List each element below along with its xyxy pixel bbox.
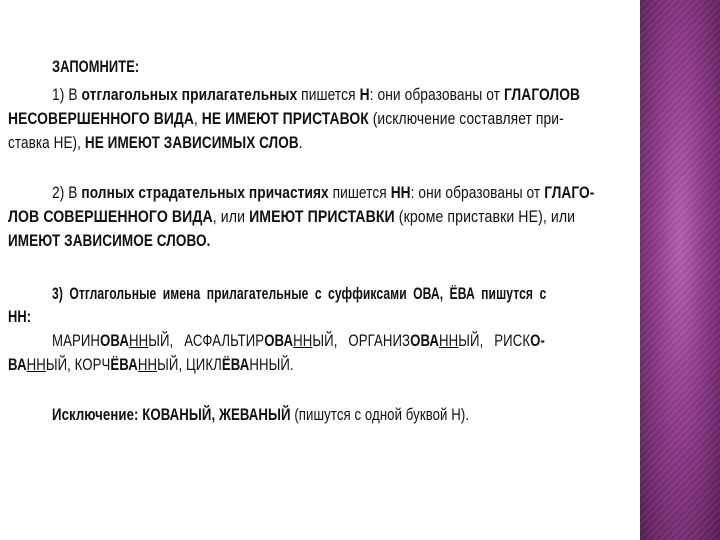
rule-1-line-3: ставка НЕ), НЕ ИМЕЮТ ЗАВИСИМЫХ СЛОВ. (8, 134, 303, 152)
decorative-side-panel (640, 0, 720, 540)
rule-3 (52, 283, 684, 305)
exception-label: Исключение: (52, 406, 143, 424)
exception-note: (пишутся с одной буквой Н). (290, 406, 470, 424)
rule-2-line-2: ЛОВ СОВЕРШЕННОГО ВИДА, или ИМЕЮТ ПРИСТАВКИ (кроме приставки НЕ), или (8, 208, 576, 226)
exception (52, 404, 684, 426)
rule-1-line-1: 1) В отглагольных прилагательных пишется Н: они образованы от ГЛАГОЛОВ (52, 86, 581, 104)
rule-3-line-2: НН: (8, 308, 32, 326)
rule-3-line-4: ВАННЫЙ, КОРЧЁВАННЫЙ, ЦИКЛЁВАННЫЙ. (8, 356, 294, 374)
rule-2-line-3: ИМЕЮТ ЗАВИСИМОЕ СЛОВО. (8, 232, 211, 250)
rule-3-line-3: МАРИНОВАННЫЙ, АСФАЛЬТИРОВАННЫЙ, ОРГАНИЗОВАННЫЙ, РИСКО- (52, 332, 545, 350)
rule-2-line-1: 2) В полных страдательных причастиях пишется НН: они образованы от ГЛАГО- (52, 184, 595, 202)
rule-2 (52, 182, 684, 204)
rule-3-examples-2 (8, 354, 640, 376)
rule-3-line-1: 3) Отглагольные имена прилагательные с суффиксами ОВА, ЁВА пишутся с (52, 285, 547, 303)
rule-3-examples-1 (52, 330, 684, 352)
rule-1-cont (8, 108, 640, 154)
rule-3-cont (8, 306, 640, 328)
heading-text: ЗАПОМНИТЕ: (52, 58, 140, 76)
exception-words: КОВАНЫЙ, ЖЕВАНЫЙ (142, 406, 291, 424)
rule-1-line-2: НЕСОВЕРШЕННОГО ВИДА, НЕ ИМЕЮТ ПРИСТАВОК (исключение составляет при- (8, 110, 564, 128)
heading (52, 56, 684, 78)
rule-1 (52, 84, 684, 106)
rule-2-cont (8, 206, 640, 252)
exception-line (52, 404, 558, 426)
